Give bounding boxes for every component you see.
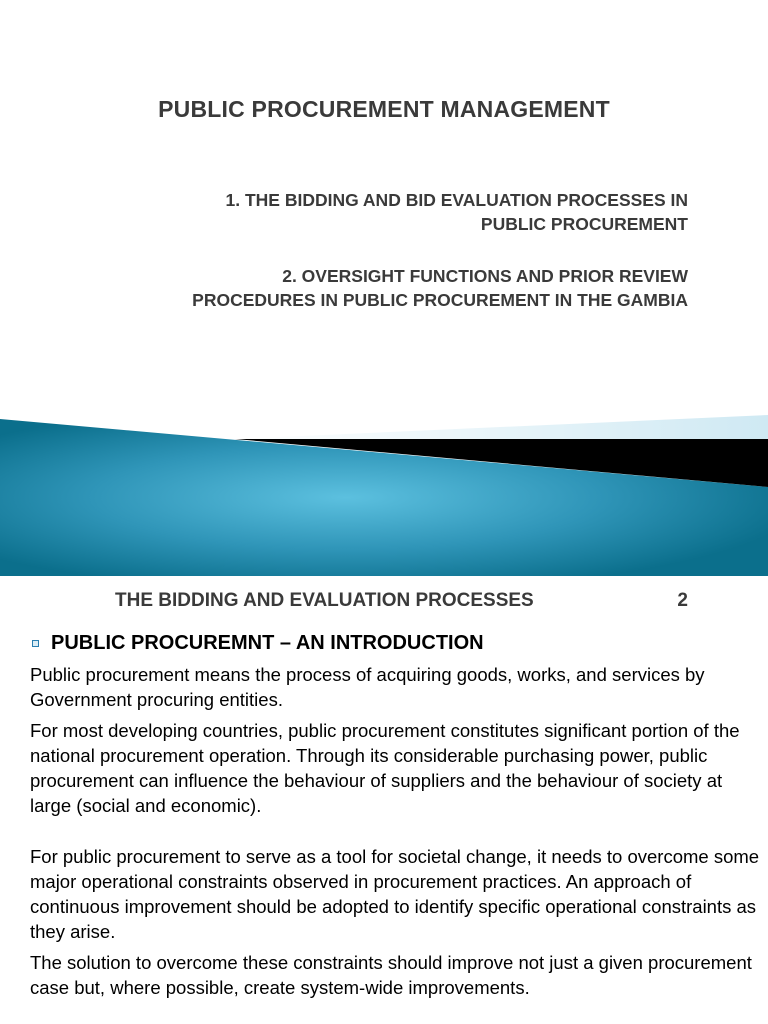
subtitle-bidding-line2: PUBLIC PROCUREMENT bbox=[480, 214, 688, 234]
subtitle-oversight-line2: PROCEDURES IN PUBLIC PROCUREMENT IN THE GAMBIA bbox=[192, 290, 688, 310]
subtitle-bidding bbox=[48, 188, 688, 236]
paragraph-societal-change: For public procurement to serve as a tool for societal change, it needs to overcome some major operational constraints observed in procurement practices. An approach of continuous improvement should be adopted to identify specific operational constraints as they arise. bbox=[30, 846, 760, 942]
content-slide bbox=[0, 576, 768, 1024]
content-slide-title: THE BIDDING AND EVALUATION PROCESSES bbox=[115, 590, 534, 611]
decorative-swoosh bbox=[0, 415, 768, 576]
ice-wedge bbox=[235, 415, 768, 439]
bullet-heading-row bbox=[32, 632, 484, 655]
paragraph-developing-countries: For most developing countries, public procurement constitutes significant portion of the national procurement operation. Through its considerable purchasing power, public procurement can influence the behaviour of suppliers and the behaviour of society at large (social and economic). bbox=[30, 720, 740, 816]
subtitle-bidding-line1: 1. THE BIDDING AND BID EVALUATION PROCESSES IN bbox=[225, 190, 688, 210]
body-text bbox=[30, 662, 765, 1000]
subtitle-oversight-line1: 2. OVERSIGHT FUNCTIONS AND PRIOR REVIEW bbox=[282, 266, 688, 286]
slide-title: PUBLIC PROCUREMENT MANAGEMENT bbox=[158, 96, 610, 122]
bullet-heading: PUBLIC PROCUREMNT – AN INTRODUCTION bbox=[51, 632, 484, 654]
paragraph-definition: Public procurement means the process of acquiring goods, works, and services by Government procuring entities. bbox=[30, 664, 705, 710]
page-number: 2 bbox=[677, 590, 688, 611]
square-bullet-icon bbox=[32, 640, 39, 647]
subtitle-oversight bbox=[48, 264, 688, 312]
paragraph-solution: The solution to overcome these constraints should improve not just a given procurement case but, where possible, create system-wide improvements. bbox=[30, 952, 752, 998]
